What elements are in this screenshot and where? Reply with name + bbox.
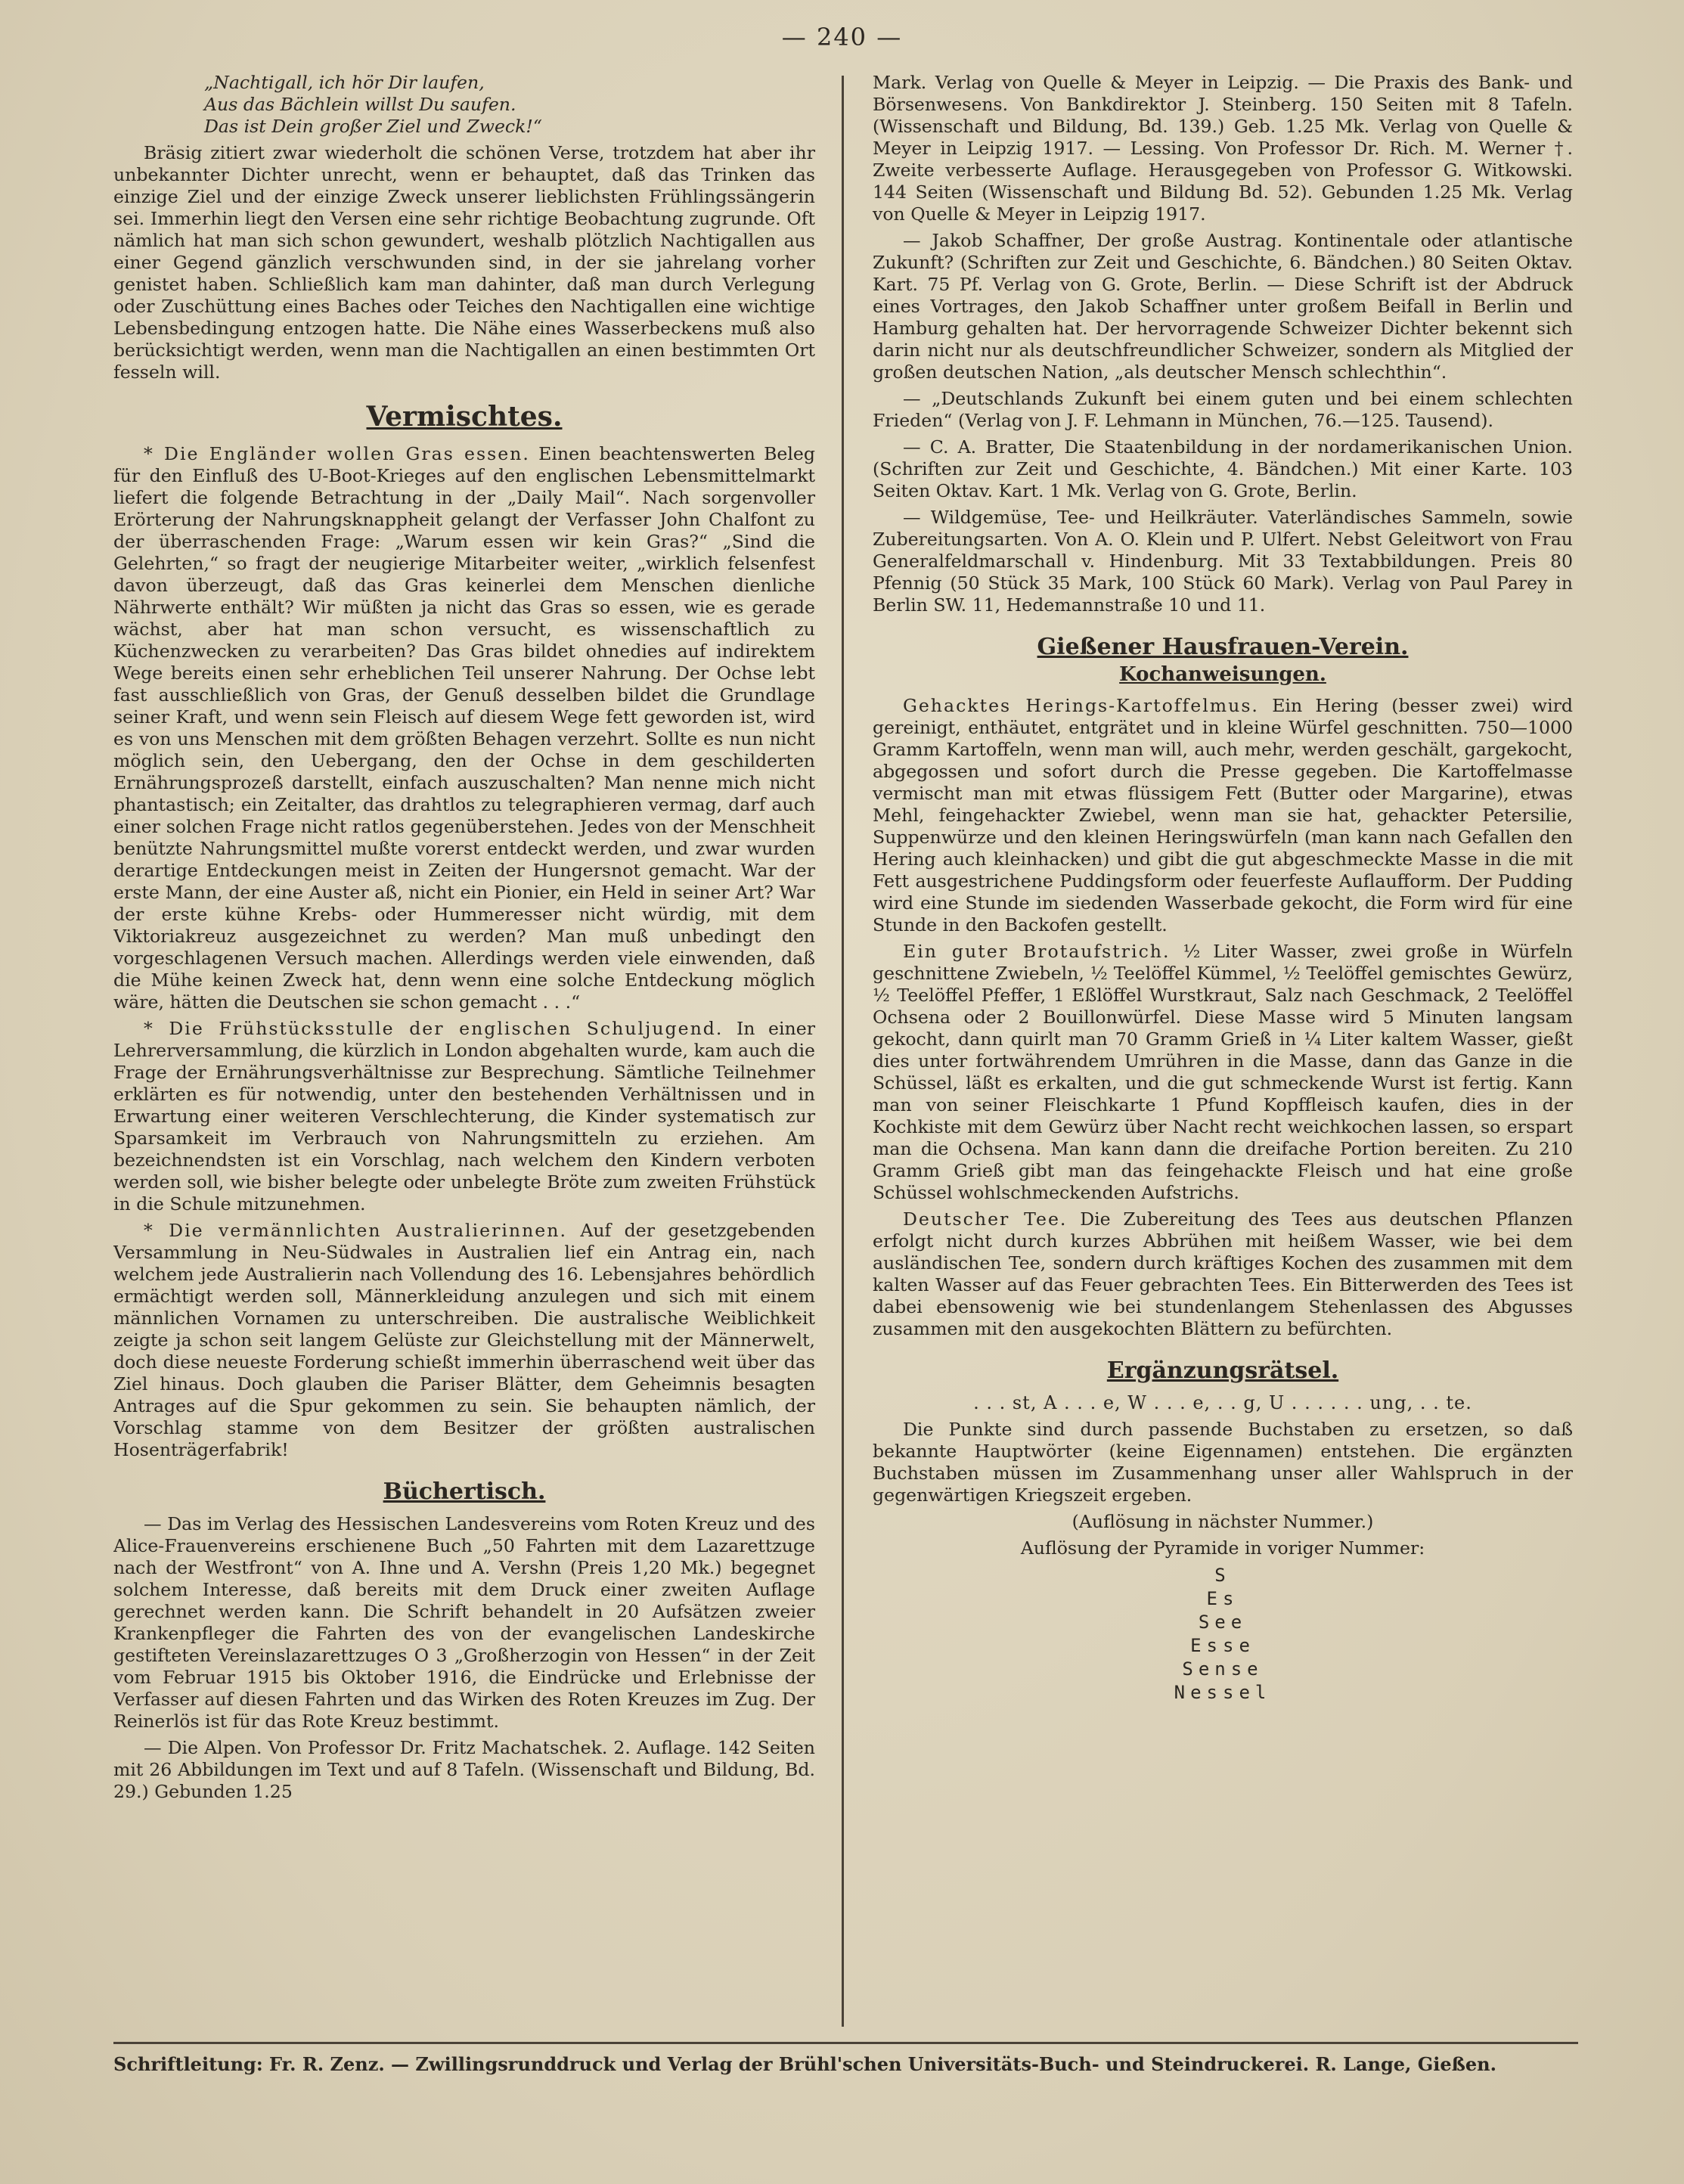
pyramid-row: Nessel xyxy=(1174,1682,1272,1703)
poem xyxy=(204,72,815,138)
pyramid-row: Esse xyxy=(1190,1635,1255,1656)
pyramid-heading: Auflösung der Pyramide in voriger Nummer: xyxy=(1020,1537,1425,1559)
article-australierinnen xyxy=(113,1220,815,1461)
footer-imprint: Schriftleitung: Fr. R. Zenz. — Zwillingsrunddruck und Verlag der Brühl'schen Universitäts-Buch- und Steindruckerei. R. Lange, Gießen. xyxy=(113,2042,1578,2075)
recipe-lead: Deutscher Tee. xyxy=(903,1208,1068,1230)
article-body: In einer Lehrerversammlung, die kürzlich in London abgehalten wurde, kam auch die Frage der Ernährungsverhältnisse zur Besprechung. Sämtliche Teilnehmer erklärten es für notwendig, unter den bestehenden Verhältnissen und in Erwartung einer weiteren Verschlechterung, die Kinder systematisch zur Sparsamkeit im Verbrauch von Nahrungsmitteln zu erziehen. Am bezeichnendsten ist ein Vorschlag, nach welchem den Kindern verboten werden soll, wie bisher belegte oder unbelegte Bröte zum zweiten Frühstück in die Schule mitzunehmen. xyxy=(113,1018,815,1215)
article-body: Einen beachtenswerten Beleg für den Einfluß des U-Boot-Krieges auf den englischen Lebensmittelmarkt liefert die folgende Betrachtung in der „Daily Mail“. Nach sorgenvoller Erörterung der Nahrungsknappheit gelangt der Verfasser John Chalfont zu der überraschenden Frage: „Warum essen wir kein Gras?“ „Sind die Gelehrten,“ so fragt der neugierige Mitarbeiter weiter, „wirklich felsenfest davon überzeugt, daß das Gras keinerlei dem Menschen dienliche Nährwerte enthält? Wir müßten ja nicht das Gras so essen, wie es gerade wächst, aber hat man schon versucht, es wissenschaftlich zu Küchenzwecken zu verarbeiten? Das Gras bildet ohnedies auf indirektem Wege bereits einen sehr erheblichen Teil unserer Nahrung. Der Ochse lebt fast ausschließlich von Gras, der Genuß desselben bildet die Grundlage seiner Kraft, und wenn sein Fleisch auf diesem Wege fett geworden ist, wird es von uns Menschen mit dem größten Behagen verzehrt. Sollte es nun nicht möglich sein, den Uebergang, den der Ochse in dem geschilderten Ernährungsprozeß darstellt, einfach auszuschalten? Man nenne mich nicht phantastisch; ein Zeitalter, das drahtlos zu telegraphieren vermag, darf auch einer solchen Frage nicht ratlos gegenüberstehen. Jedes von der Menschheit benützte Nahrungsmittel mußte vorerst entdeckt werden, und zwar wurden derartige Entdeckungen meist in Zeiten der Hungersnot gemacht. War der erste Mann, der eine Auster aß, nicht ein Pionier, ein Held in seiner Art? War der erste kühne Krebs- oder Hummeresser nicht würdig, mit dem Viktoriakreuz ausgezeichnet zu werden? Man muß unbedingt den vorgeschlagenen Versuch machen. Allerdings werden viele einwenden, daß die Mühe keinen Zweck hat, denn wenn eine solche Entdeckung möglich wäre, hätten die Deutschen sie schon gemacht . . .“ xyxy=(113,443,816,1013)
book-notice-continued: Mark. Verlag von Quelle & Meyer in Leipzig. — Die Praxis des Bank- und Börsenwesens. Von Bankdirektor J. Steinberg. 150 Seiten mit 8 Tafeln. (Wissenschaft und Bildung, Bd. 139.) Geb. 1.25 Mk. Verlag von Quelle & Meyer in Leipzig 1917. — Lessing. Von Professor Dr. Rich. M. Werner †. Zweite verbesserte Auflage. Herausgegeben von Professor G. Witkowski. 144 Seiten (Wissenschaft und Bildung Bd. 52). Gebunden 1.25 Mk. Verlag von Quelle & Meyer in Leipzig 1917. xyxy=(873,72,1573,225)
book-notice: — Wildgemüse, Tee- und Heilkräuter. Vaterländisches Sammeln, sowie Zubereitungsarten. Von A. O. Klein und P. Ulfert. Nebst Geleitwort von Frau Generalfeldmarschall v. Hindenburg. Mit 33 Textabbildungen. Preis 80 Pfennig (50 Stück 35 Mark, 100 Stück 60 Mark). Verlag von Paul Parey in Berlin SW. 11, Hedemannstraße 10 und 11. xyxy=(873,507,1573,616)
pyramid-row: See xyxy=(1198,1612,1248,1633)
recipe xyxy=(873,695,1573,936)
puzzle-note: (Auflösung in nächster Nummer.) xyxy=(1071,1511,1374,1532)
section-heading-club: Gießener Hausfrauen-Verein. xyxy=(1037,634,1409,660)
article-lead: * Die Frühstücksstulle der englischen Schuljugend. xyxy=(144,1018,724,1039)
pyramid-row: Sense xyxy=(1182,1658,1264,1680)
poem-line: Das ist Dein großer Ziel und Zweck!“ xyxy=(204,116,542,137)
puzzle-pattern: . . . st, A . . . e, W . . . e, . . g, U . . . . . . ung, . . te. xyxy=(973,1392,1472,1413)
article-lead: * Die vermännlichten Australierinnen. xyxy=(144,1220,567,1241)
recipe-body: Ein Hering (besser zwei) wird gereinigt, enthäutet, entgrätet und in kleine Würfel geschnitten. 750—1000 Gramm Kartoffeln, wenn man will, auch mehr, werden geschält, gargekocht, abgegossen und sofort durch die Presse gegeben. Die Kartoffelmasse vermischt man mit etwas flüssigem Fett (Butter oder Margarine), etwas Mehl, feingehackter Zwiebel, wenn man sie hat, gehackter Petersilie, Suppenwürze und den kleinen Heringswürfeln (man kann nach Gefallen den Hering auch kleinhacken) und gibt die gut abgeschmeckte Masse in die mit Fett ausgestrichene Puddingsform oder feuerfeste Auflaufform. Der Pudding wird eine Stunde im siedenden Wasserbade gekocht, die Form wird für eine Stunde in den Backofen gestellt. xyxy=(873,695,1573,935)
book-notice: — Die Alpen. Von Professor Dr. Fritz Machatschek. 2. Auflage. 142 Seiten mit 26 Abbildungen im Text und auf 8 Tafeln. (Wissenschaft und Bildung, Bd. 29.) Gebunden 1.25 xyxy=(113,1737,815,1802)
column-divider xyxy=(842,76,844,2027)
section-heading-books: Büchertisch. xyxy=(383,1478,546,1505)
page-number: — 240 — xyxy=(781,23,903,51)
recipe-lead: Ein guter Brotaufstrich. xyxy=(903,941,1171,962)
poem-line: Aus das Bächlein willst Du saufen. xyxy=(204,94,516,115)
article-gras xyxy=(113,443,815,1013)
subheading-recipes: Kochanweisungen. xyxy=(1119,663,1326,686)
recipe xyxy=(873,1208,1573,1340)
section-heading-misc: Vermischtes. xyxy=(366,401,563,433)
poem-line: „Nachtigall, ich hör Dir laufen, xyxy=(204,72,485,93)
book-notice: — Das im Verlag des Hessischen Landesvereins vom Roten Kreuz und des Alice-Frauenvereins erschienene Buch „50 Fahrten mit dem Lazarettzuge nach der Westfront“ von A. Ihne und A. Vershn (Preis 1,20 Mk.) begegnet solchem Interesse, daß bereits mit dem Druck einer zweiten Auflage gerechnet werden kann. Die Schrift behandelt in 20 Aufsätzen zweier Krankenpfleger die Fahrten des von der evangelischen Landeskirche gestifteten Vereinslazarettzuges O 3 „Großherzogin von Hessen“ in der Zeit vom Februar 1915 bis Oktober 1916, die Eindrücke und Erlebnisse der Verfasser auf diesen Fahrten und das Wirken des Roten Kreuzes im Zug. Der Reinerlös ist für das Rote Kreuz bestimmt. xyxy=(113,1513,815,1732)
left-column xyxy=(113,72,824,2023)
book-notice: — Jakob Schaffner, Der große Austrag. Kontinentale oder atlantische Zukunft? (Schriften zur Zeit und Geschichte, 6. Bändchen.) 80 Seiten Oktav. Kart. 75 Pf. Verlag von G. Grote, Berlin. — Diese Schrift ist der Abdruck eines Vortrages, den Jakob Schaffner unter großem Beifall in Berlin und Hamburg gehalten hat. Der hervorragende Schweizer Dichter bekennt sich darin nicht nur als deutschfreundlicher Schweizer, sondern als Mitglied der großen deutschen Nation, „als deutscher Mensch schlechthin“. xyxy=(873,230,1573,383)
recipe-body: Die Zubereitung des Tees aus deutschen Pflanzen erfolgt nicht durch kurzes Abbrühen mit heißem Wasser, wie bei dem ausländischen Tee, sondern durch kräftiges Kochen des zusammen mit dem kalten Wasser auf das Feuer gebrachten Tees. Ein Bitterwerden des Tees ist dabei ebensowenig wie bei stundenlangem Stehenlassen des Abgusses zusammen mit den ausgekochten Blättern zu befürchten. xyxy=(873,1208,1573,1339)
article-schuljugend xyxy=(113,1018,815,1215)
puzzle-text: Die Punkte sind durch passende Buchstaben zu ersetzen, so daß bekannte Hauptwörter (keine Eigennamen) entstehen. Die ergänzten Buchstaben müssen im Zusammenhang unser aller Wahlspruch in der gegenwärtigen Kriegszeit ergeben. xyxy=(873,1419,1573,1506)
intro-paragraph: Bräsig zitiert zwar wiederholt die schönen Verse, trotzdem hat aber ihr unbekannter Dichter unrecht, wenn er behauptet, daß das Trinken das einzige Ziel und der einzige Zweck unserer lieblichsten Frühlingssängerin sei. Immerhin liegt den Versen eine sehr richtige Beobachtung zugrunde. Oft nämlich hat man sich schon gewundert, weshalb plötzlich Nachtigallen aus einer Gegend gänzlich verschwunden sind, in der sie jahrelang vorher genistet haben. Schließlich kam man dahinter, daß man durch Verlegung oder Zuschüttung eines Baches oder Teiches den Nachtigallen eine wichtige Lebensbedingung entzogen hatte. Die Nähe eines Wasserbeckens muß also berücksichtigt werden, wenn man die Nachtigallen an einen bestimmten Ort fesseln will. xyxy=(113,142,815,383)
recipe xyxy=(873,941,1573,1204)
pyramid xyxy=(873,1564,1573,1705)
book-notice: — „Deutschlands Zukunft bei einem guten und bei einem schlechten Frieden“ (Verlag von J. F. Lehmann in München, 76.—125. Tausend). xyxy=(873,388,1573,431)
article-body: Auf der gesetzgebenden Versammlung in Neu-Südwales in Australien lief ein Antrag ein, nach welchem jede Australierin nach Vollendung des 16. Lebensjahres behördlich ermächtigt werden soll, Männerkleidung anzulegen und sich mit einem männlichen Vornamen zu unterschreiben. Die australische Weiblichkeit zeigte ja schon seit langem Gelüste zur Gleichstellung mit der Männerwelt, doch diese neueste Forderung schießt immerhin überraschend weit über das Ziel hinaus. Doch glauben die Pariser Blätter, dem Geheimnis besagten Antrages auf die Spur gekommen zu sein. Sie behaupten nämlich, der Vorschlag stamme von dem Besitzer der größten australischen Hosenträgerfabrik! xyxy=(113,1220,816,1460)
section-heading-puzzle: Ergänzungsrätsel. xyxy=(1106,1357,1339,1384)
pyramid-row: S xyxy=(1214,1565,1231,1586)
book-notice: — C. A. Bratter, Die Staatenbildung in der nordamerikanischen Union. (Schriften zur Zeit und Geschichte, 4. Bändchen.) Mit einer Karte. 103 Seiten Oktav. Kart. 1 Mk. Verlag von G. Grote, Berlin. xyxy=(873,436,1573,501)
recipe-body: ½ Liter Wasser, zwei große in Würfeln geschnittene Zwiebeln, ½ Teelöffel Kümmel, ½ Teelöffel gemischtes Gewürz, ½ Teelöffel Pfeffer, 1 Eßlöffel Wurstkraut, Salz nach Geschmack, 2 Teelöffel Ochsena oder 2 Bouillonwürfel. Diese Masse wird 5 Minuten langsam gekocht, dann quirlt man 70 Gramm Grieß in ¼ Liter kaltem Wasser, gießt dies unter fortwährendem Umrühren in die Masse, dann das Ganze in die Schüssel, läßt es erkalten, und die gut schmeckende Wurst ist fertig. Kann man von seiner Fleischkarte 1 Pfund Kopffleisch kaufen, dies in der Kochkiste mit dem Gewürz über Nacht recht weichkochen lassen, so erspart man die Ochsena. Man kann dann die dreifache Portion bereiten. Zu 210 Gramm Grieß gibt man das feingehackte Fleisch und hat eine große Schüssel wohlschmeckenden Aufstrichs. xyxy=(873,941,1573,1203)
pyramid-row: Es xyxy=(1206,1588,1239,1609)
right-column xyxy=(862,72,1573,2023)
recipe-lead: Gehacktes Herings-Kartoffelmus. xyxy=(903,695,1259,716)
article-lead: * Die Engländer wollen Gras essen. xyxy=(144,443,530,464)
